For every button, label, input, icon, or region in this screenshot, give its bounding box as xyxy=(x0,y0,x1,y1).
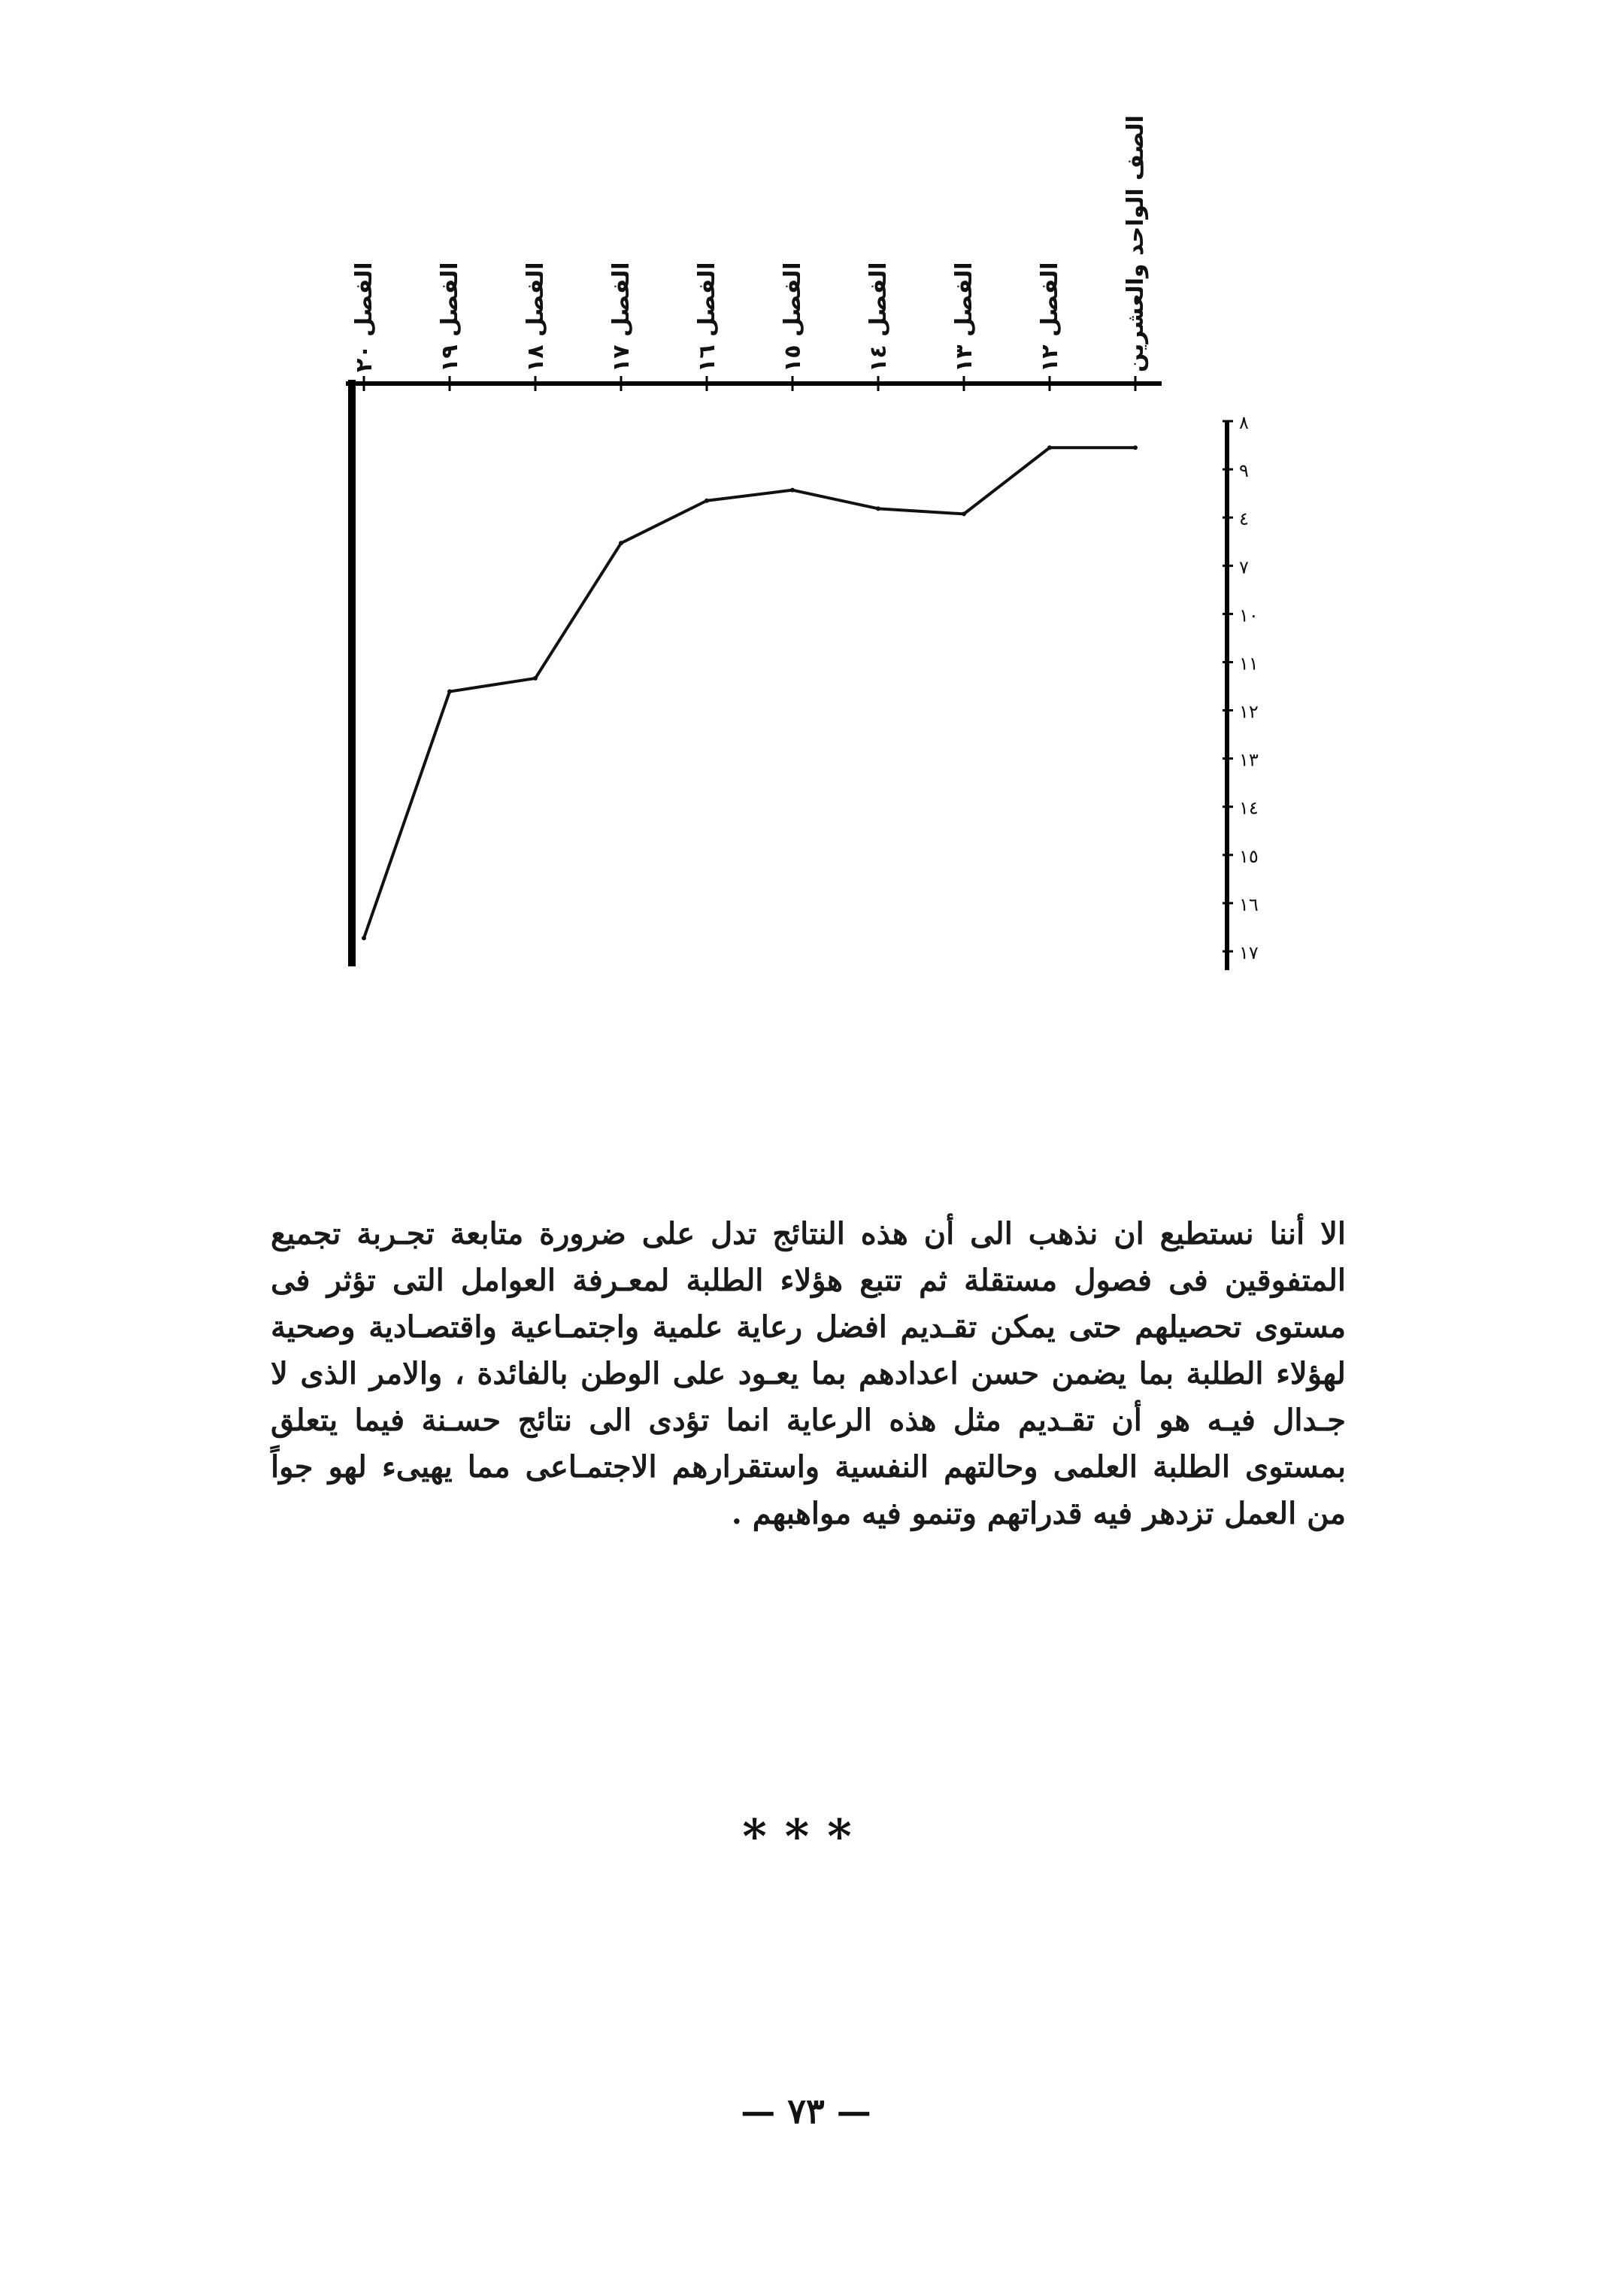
y-tick-label: ٩ xyxy=(1239,460,1249,482)
data-point xyxy=(362,936,366,940)
data-point xyxy=(790,488,795,493)
data-point xyxy=(704,499,709,503)
y-tick-label: ٧ xyxy=(1239,557,1249,578)
y-tick-label: ٨ xyxy=(1239,412,1249,433)
data-point xyxy=(619,541,623,545)
y-tick-label: ١٢ xyxy=(1239,701,1259,723)
data-point xyxy=(1047,445,1052,450)
page-number: — ٧٣ — xyxy=(741,2091,871,2131)
y-tick-label: ١٣ xyxy=(1239,749,1259,771)
series-line xyxy=(364,447,1135,938)
data-point xyxy=(1133,445,1138,450)
x-tick-label: الفصل ١٢ xyxy=(1037,262,1063,372)
y-tick-label: ١٤ xyxy=(1239,797,1259,819)
x-tick-label: الفصل ١٨ xyxy=(523,262,549,372)
x-tick-label: الفصل ١٧ xyxy=(608,262,635,372)
x-tick-label: الفصل ١٣ xyxy=(951,262,977,372)
y-tick-label: ١٧ xyxy=(1239,942,1259,963)
data-point xyxy=(447,690,452,694)
y-tick-label: ١٦ xyxy=(1239,893,1259,915)
y-tick-label: ١١ xyxy=(1239,653,1259,675)
y-tick-label: ١٥ xyxy=(1239,845,1259,867)
series-points xyxy=(362,445,1138,940)
x-tick-label: الصف الواحد والعشرين xyxy=(1123,115,1149,372)
body-paragraph: الا أننا نستطيع ان نذهب الى أن هذه النتائج تدل على ضرورة متابعة تجـربة تجميع المتفوقين فى فصول مستقلة ثم تتبع هؤلاء الطلبة لمعـرفة العوامل التى تؤثر فى مستوى تحصيلهم حتى يمكن تقـديم افضل رعاية علمية واجتمـاعية واقتصـادية وصحية لهؤلاء الطلبة بما يضمن حسن اعدادهم بما يعـود على الوطن بالفائدة ، والامر الذى لا جـدال فيـه هو أن تقـديم مثل هذه الرعاية انما تؤدى الى نتائج حسـنة فيما يتعلق بمستوى الطلبة العلمى وحالتهم النفسية واستقرارهم الاجتمـاعى مما يهيىء لهو جواً من العمل تزدهر فيه قدراتهم وتنمو فيه مواهبهم . xyxy=(271,1216,1346,1531)
x-tick-label: الفصل ١٩ xyxy=(437,262,463,372)
y-tick-label: ١٠ xyxy=(1239,605,1259,626)
data-point xyxy=(962,511,966,516)
line-chart xyxy=(0,0,1612,1053)
x-tick-label: الفصل ١٦ xyxy=(694,262,720,372)
x-axis-labels xyxy=(351,115,1149,391)
x-tick-label: الفصل ١٤ xyxy=(865,262,892,372)
section-separator: *** xyxy=(742,1809,870,1864)
data-point xyxy=(533,676,538,681)
y-tick-label: ٤ xyxy=(1239,508,1249,530)
data-point xyxy=(876,506,880,511)
x-tick-label: الفصل ١٥ xyxy=(780,262,806,372)
x-tick-label: الفصل ٢٠ xyxy=(351,262,377,372)
